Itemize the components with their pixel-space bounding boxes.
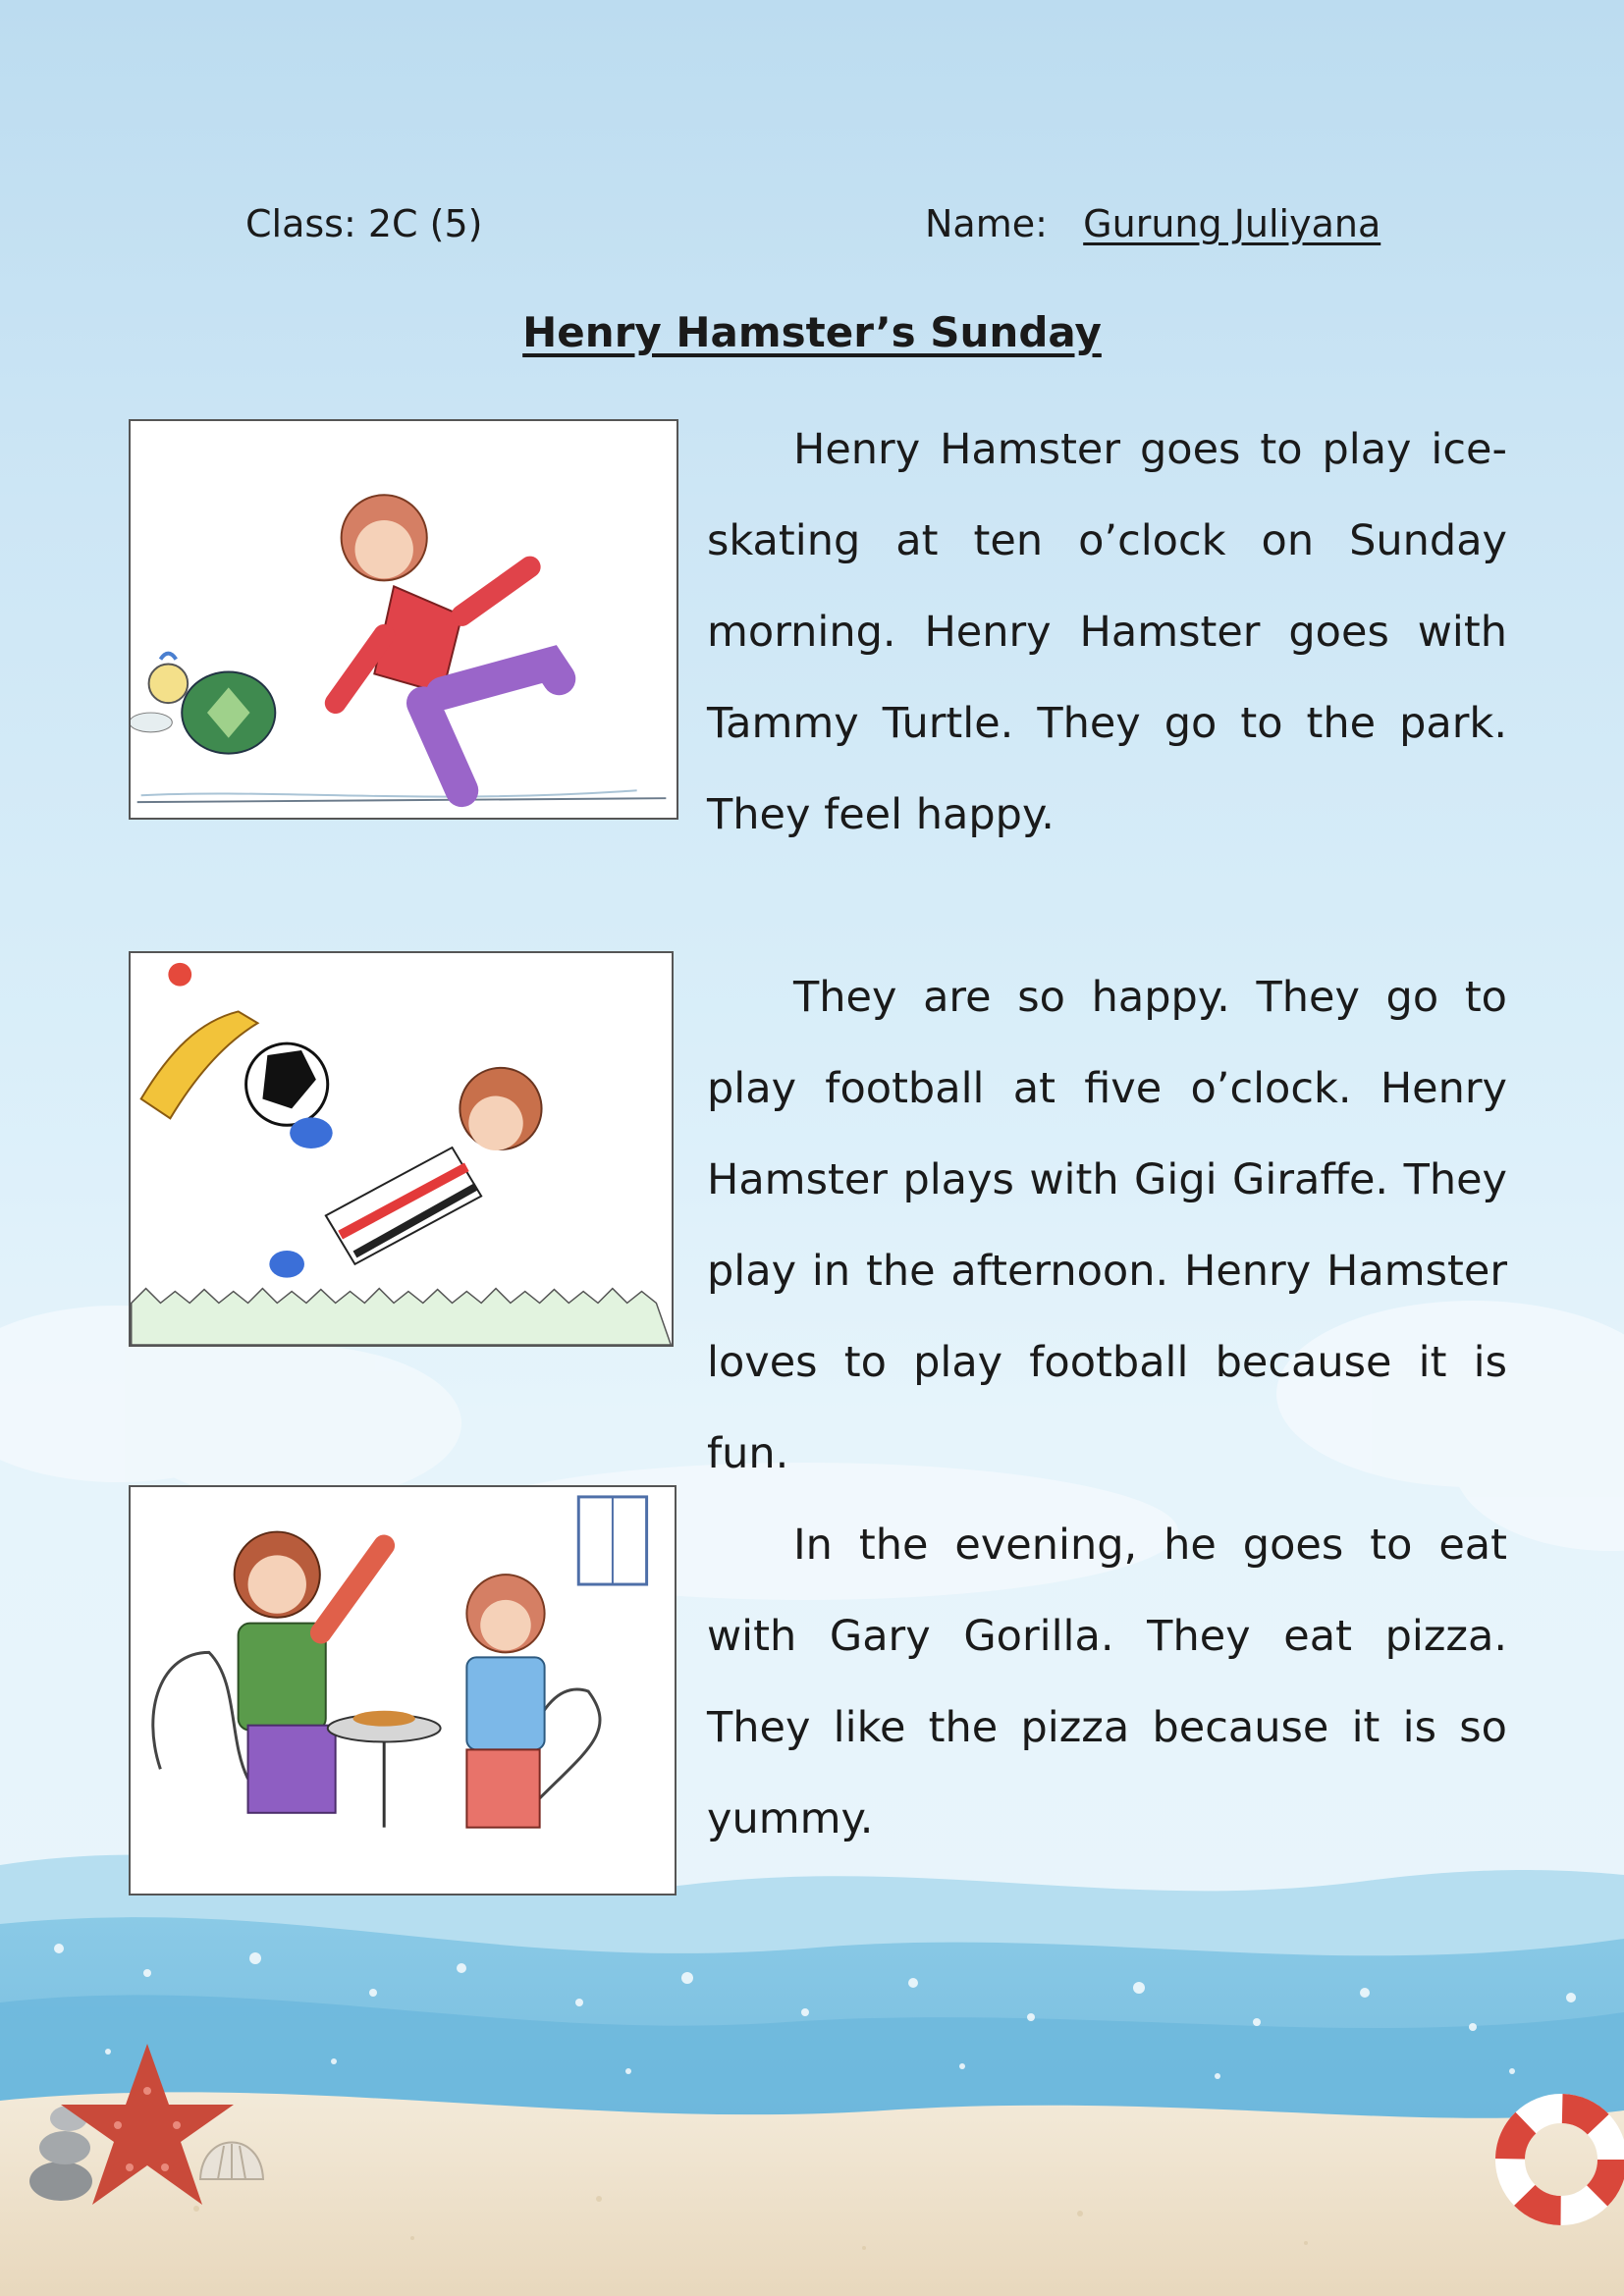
- story-paragraph-3: In the evening, he goes to eat with Gary Gorilla. They eat pizza. They like the pizza because it is so yummy.: [707, 1521, 1507, 1843]
- class-label: Class: 2C (5): [245, 202, 483, 245]
- name-label: Name:: [925, 202, 1048, 245]
- drawing-ice-skating: [129, 419, 678, 820]
- name-line: [925, 202, 1404, 245]
- student-name: Gurung Juliyana: [1083, 202, 1381, 245]
- page-title: Henry Hamster’s Sunday: [522, 308, 1102, 356]
- drawing-football: [129, 951, 674, 1347]
- story-paragraph-2: They are so happy. They go to play football at five o’clock. Henry Hamster plays with Gigi Giraffe. They play in the afternoon. Henry Hamster loves to play football because it is fun.: [707, 973, 1507, 1478]
- story-paragraph-1: Henry Hamster goes to play ice-skating at ten o’clock on Sunday morning. Henry Hamster goes with Tammy Turtle. They go to the park. They feel happy.: [707, 425, 1507, 839]
- drawing-pizza-dinner: [129, 1485, 677, 1896]
